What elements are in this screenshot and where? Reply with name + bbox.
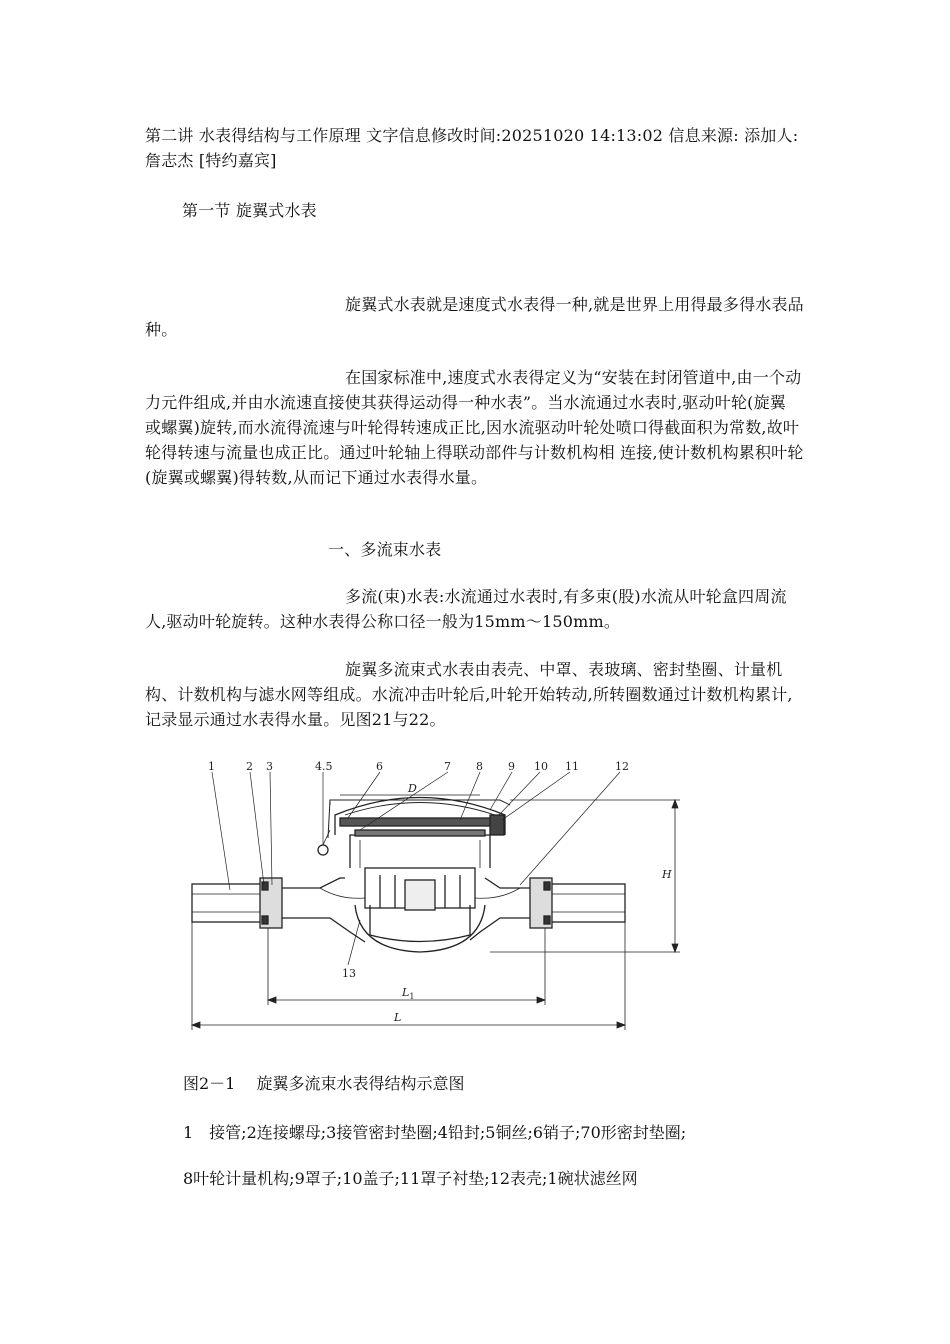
callout-8: 8 xyxy=(476,760,483,773)
figure-legend-line-1: 1 接管;2连接螺母;3接管密封垫圈;4铅封;5铜丝;6销子;70形密封垫圈; xyxy=(183,1123,687,1142)
left-pipe xyxy=(192,884,264,922)
callout-7: 7 xyxy=(444,760,451,773)
water-meter-diagram xyxy=(180,760,680,1040)
callout-13: 13 xyxy=(342,967,356,980)
header-info: 第二讲 水表得结构与工作原理 文字信息修改时间:20251020 14:13:02 信息来源: 添加人:詹志杰 [特约嘉宾] xyxy=(145,126,799,170)
callout-12: 12 xyxy=(615,760,629,773)
paragraph-definition: 在国家标准中,速度式水表得定义为“安装在封闭管道中,由一个动力元件组成,并由水流速直接使其获得运动得一种水表”。当水流通过水表时,驱动叶轮(旋翼 或螺翼)旋转,而水流得流速与叶轮得转速成正比,因水流驱动叶轮处喷口得截面积为常数,故叶轮得转速与流量也成正比。通过叶轮轴上得联动部件与计数机构相 连接,使计数机构累积叶轮(旋翼或螺翼)得转数,从而记下通过水表得水量。 xyxy=(145,368,804,487)
label-h: H xyxy=(662,868,672,881)
label-d: D xyxy=(408,782,417,795)
subsection-title: 一、多流束水表 xyxy=(328,540,442,559)
paragraph-components: 旋翼多流束式水表由表壳、中罩、表玻璃、密封垫圈、计量机构、计数机构与滤水网等组成。水流冲击叶轮后,叶轮开始转动,所转圈数通过计数机构累计,记录显示通过水表得水量。见图21与22。 xyxy=(145,660,793,729)
callout-3: 3 xyxy=(266,760,273,773)
figure-caption: 图2－1 旋翼多流束水表得结构示意图 xyxy=(183,1074,465,1093)
right-pipe xyxy=(545,884,625,922)
callout-1: 1 xyxy=(208,760,215,773)
label-l: L xyxy=(394,1011,402,1024)
figure-legend-line-2: 8叶轮计量机构;9罩子;10盖子;11罩子衬垫;12表壳;1碗状滤丝网 xyxy=(183,1169,638,1188)
meter-housing xyxy=(350,835,490,868)
callout-4-5: 4.5 xyxy=(315,760,333,773)
filter-bowl xyxy=(355,905,485,952)
callout-9: 9 xyxy=(508,760,515,773)
paragraph-intro: 旋翼式水表就是速度式水表得一种,就是世界上用得最多得水表品种。 xyxy=(145,295,804,339)
callout-2: 2 xyxy=(246,760,253,773)
section-title: 第一节 旋翼式水表 xyxy=(182,201,317,220)
label-l1: $L_1$ xyxy=(402,986,415,1001)
callout-11: 11 xyxy=(565,760,579,773)
paragraph-multistream: 多流(束)水表:水流通过水表时,有多束(股)水流从叶轮盒四周流人,驱动叶轮旋转。这种水表得公称口径一般为15mm～150mm。 xyxy=(145,587,787,631)
callout-10: 10 xyxy=(534,760,548,773)
callout-6: 6 xyxy=(376,760,383,773)
lead-seal xyxy=(318,845,328,855)
